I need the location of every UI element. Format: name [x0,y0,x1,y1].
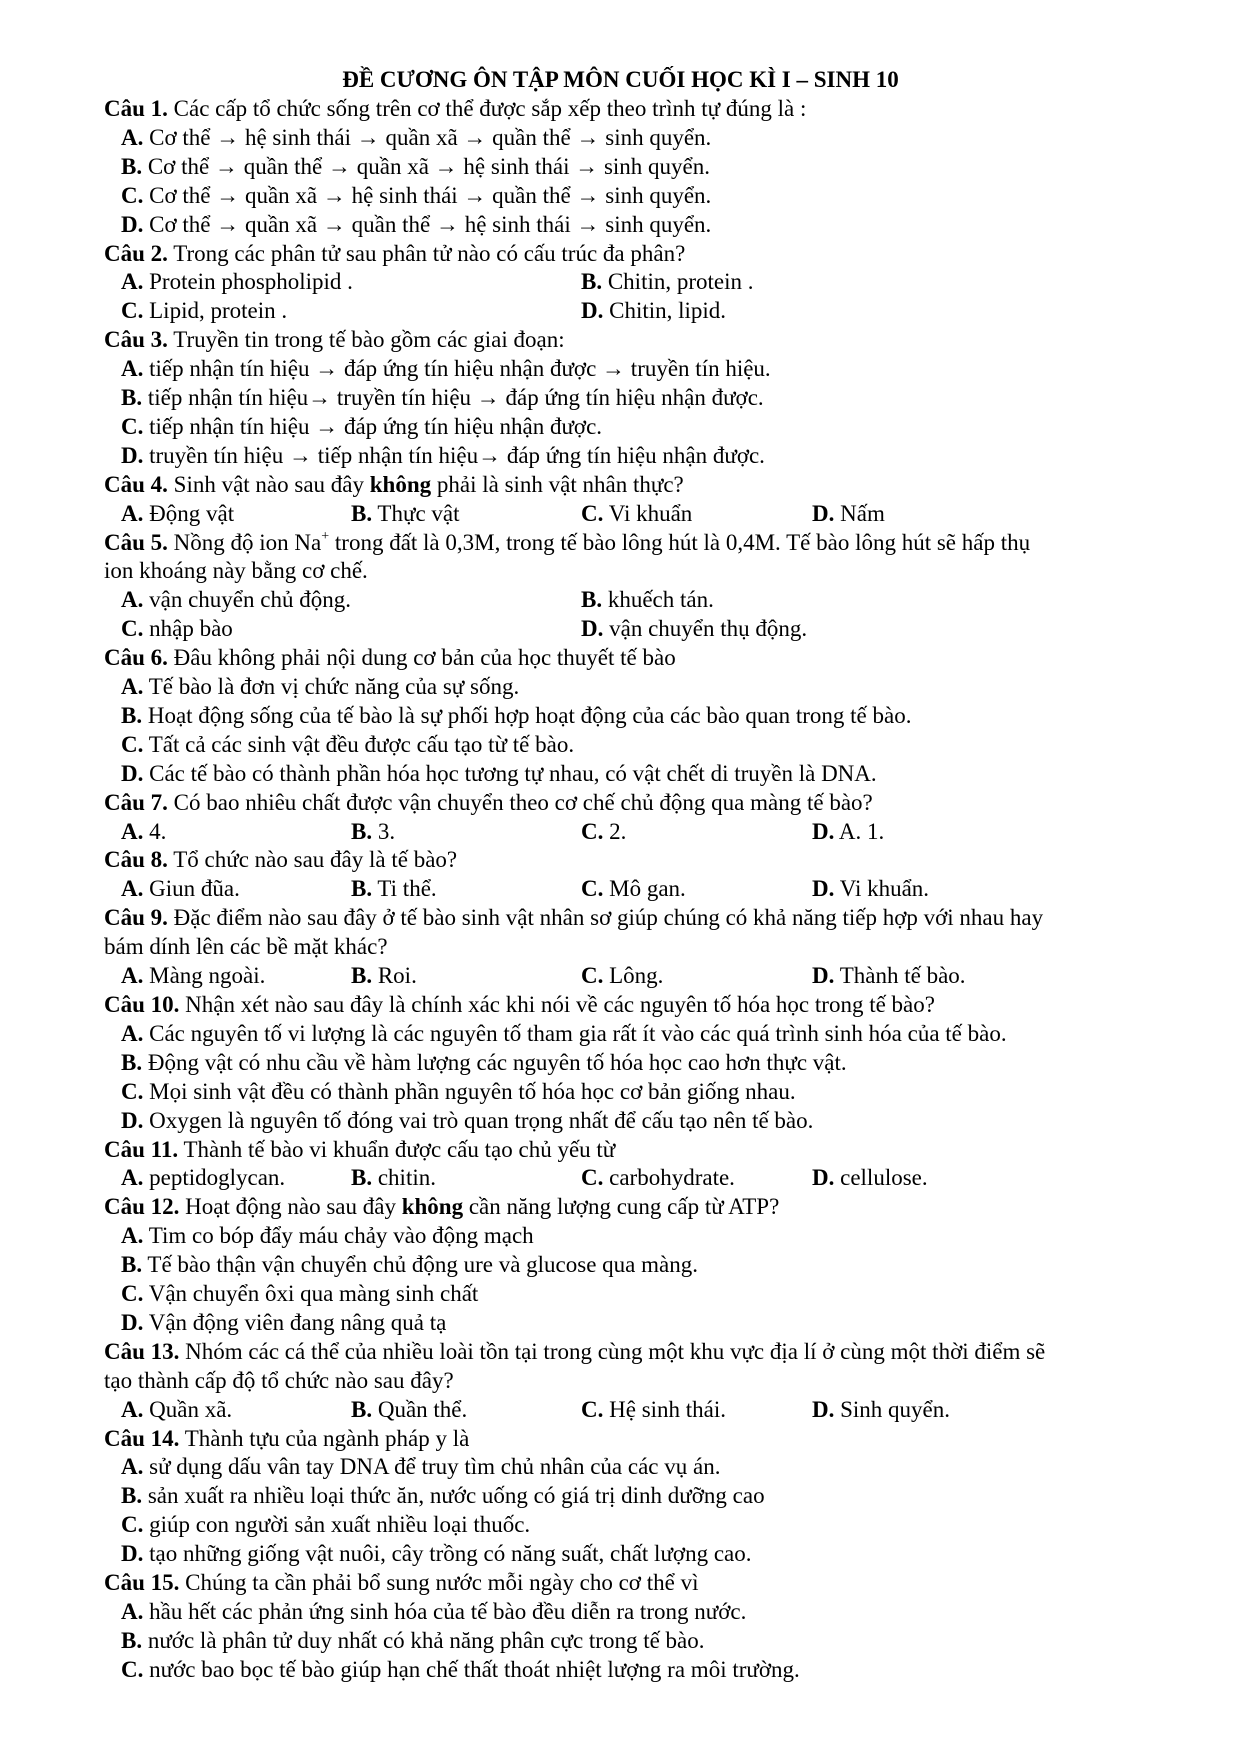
answer-option [121,268,353,297]
option-letter: A. [121,356,144,382]
option-text: cellulose. [834,1165,928,1191]
option-text: nhập bào [143,616,233,642]
option-letter: C. [581,1165,604,1191]
option-letter: C. [581,500,604,526]
answer-option [104,1107,1144,1136]
question-stem [104,904,1144,933]
question-item [104,95,1144,240]
option-text: vận chuyển thụ động. [603,616,808,642]
question-number: Câu 9. [104,905,168,931]
option-text: Cơ thể → hệ sinh thái → quần xã → quần thể → sinh quyển. [143,124,712,150]
answer-option-row [121,962,1144,991]
answer-option [104,1453,1144,1482]
answer-option [351,1396,467,1425]
question-text: Các cấp tổ chức sống trên cơ thể được sắp xếp theo trình tự đúng là : [167,96,807,121]
option-text: sản xuất ra nhiều loại thức ăn, nước uống có giá trị dinh dưỡng cao [142,1483,765,1509]
option-letter: C. [581,876,604,902]
option-letter: A. [121,876,144,902]
option-text: Các tế bào có thành phần hóa học tương tự nhau, có vật chết di truyền là DNA. [143,760,877,786]
option-text: Chitin, protein . [602,269,754,295]
answer-option [581,586,714,615]
option-letter: A. [121,1020,144,1046]
option-letter: D. [812,818,835,844]
option-letter: C. [121,1512,144,1538]
question-text: Thành tế bào vi khuẩn được cấu tạo chủ yếu từ [178,1136,616,1162]
question-item [104,529,1144,645]
answer-option [104,1540,1144,1569]
option-text: Mọi sinh vật đều có thành phần nguyên tố hóa học cơ bản giống nhau. [143,1078,796,1104]
option-letter: B. [121,153,143,179]
question-number: Câu 1. [104,96,168,121]
option-letter: B. [121,1627,143,1653]
answer-option [104,760,1144,789]
question-text: Có bao nhiêu chất được vận chuyển theo cơ chế chủ động qua màng tế bào? [167,789,873,815]
question-text: Trong các phân tử sau phân tử nào có cấu trúc đa phân? [167,240,686,266]
question-item [104,644,1144,789]
answer-option [104,1020,1144,1049]
option-letter: A. [121,124,144,150]
question-number: Câu 6. [104,645,168,671]
option-text: Tim co bóp đẩy máu chảy vào động mạch [143,1223,534,1249]
question-text: Hoạt động nào sau đây [179,1194,402,1220]
option-letter: C. [121,1281,144,1307]
answer-option [104,124,1144,153]
answer-option [121,818,166,847]
option-letter: A. [121,1165,144,1191]
answer-option [104,1627,1144,1656]
option-text: Tế bào là đơn vị chức năng của sự sống. [143,674,520,700]
answer-option [121,1164,285,1193]
option-text: khuếch tán. [602,587,714,613]
option-text: 2. [603,818,627,844]
answer-option [104,1049,1144,1078]
answer-option [104,1511,1144,1540]
answer-option-row [121,818,1144,847]
answer-option [104,1482,1144,1511]
option-text: carbohydrate. [603,1165,735,1191]
option-letter: B. [351,1165,373,1191]
question-list [104,95,1144,1685]
option-letter: B. [581,587,603,613]
option-letter: A. [121,269,144,295]
option-text: 4. [143,818,167,844]
answer-option [104,702,1144,731]
question-stem [104,529,1144,558]
question-number: Câu 13. [104,1338,180,1364]
question-number: Câu 7. [104,789,168,815]
answer-option [581,1164,735,1193]
answer-option-row [121,1164,1144,1193]
answer-option [104,442,1144,471]
option-letter: B. [121,1252,143,1278]
question-number: Câu 8. [104,847,168,873]
option-text: Nấm [834,500,885,526]
answer-option [104,1656,1144,1685]
question-stem [104,789,1144,818]
question-item [104,846,1144,904]
question-number: Câu 12. [104,1194,180,1220]
option-text: tiếp nhận tín hiệu→ truyền tín hiệu → đáp ứng tín hiệu nhận được. [142,385,764,411]
answer-option [121,962,265,991]
option-letter: A. [121,1598,144,1624]
answer-option [104,1078,1144,1107]
answer-option [104,355,1144,384]
option-text: Động vật [143,500,235,526]
option-text: Quần thể. [372,1396,468,1422]
option-letter: D. [121,760,144,786]
answer-option [581,818,626,847]
answer-option-row [121,615,1144,644]
question-item [104,240,1144,327]
answer-option [104,182,1144,211]
answer-option [104,413,1144,442]
answer-option-row [121,875,1144,904]
option-text: tiếp nhận tín hiệu → đáp ứng tín hiệu nhận được → truyền tín hiệu. [143,356,771,382]
option-text: A. 1. [834,818,885,844]
question-item [104,1425,1144,1570]
option-text: Quần xã. [143,1396,233,1422]
question-stem [104,1193,1144,1222]
answer-option [351,500,460,529]
option-letter: C. [121,182,144,208]
question-item [104,789,1144,847]
option-text: Vận động viên đang nâng quả tạ [143,1309,447,1335]
question-text: Thành tựu của ngành pháp y là [179,1425,470,1451]
option-letter: A. [121,1454,144,1480]
answer-option [121,297,287,326]
option-text: Vi khuẩn [603,500,693,526]
question-text: Nhóm các cá thể của nhiều loài tồn tại trong cùng một khu vực địa lí ở cùng một thời điểm sẽ [179,1338,1046,1364]
question-stem-continuation: tạo thành cấp độ tổ chức nào sau đây? [104,1367,454,1393]
answer-option-row [121,297,1144,326]
option-letter: C. [121,616,144,642]
question-text: Chúng ta cần phải bổ sung nước mỗi ngày cho cơ thể vì [179,1570,699,1596]
option-letter: D. [581,298,604,324]
answer-option-row [121,1396,1144,1425]
option-letter: B. [121,385,143,411]
question-item [104,1338,1144,1425]
option-letter: D. [812,1396,835,1422]
option-letter: D. [121,1309,144,1335]
option-letter: B. [121,702,143,728]
option-text: vận chuyển chủ động. [143,587,351,613]
option-letter: A. [121,1396,144,1422]
option-letter: D. [812,963,835,989]
option-letter: B. [351,963,373,989]
question-emphasis: không [401,1194,464,1220]
question-stem [104,1136,1144,1165]
option-text: truyền tín hiệu → tiếp nhận tín hiệu→ đáp ứng tín hiệu nhận được. [143,442,765,468]
option-letter: B. [351,1396,373,1422]
option-text: Thực vật [372,500,460,526]
option-text: hầu hết các phản ứng sinh hóa của tế bào đều diễn ra trong nước. [143,1598,747,1624]
question-item [104,1136,1144,1194]
question-stem-continuation: bám dính lên các bề mặt khác? [104,934,388,960]
question-text: Truyền tin trong tế bào gồm các giai đoạn: [167,327,565,353]
answer-option [104,153,1144,182]
answer-option-row [121,268,1144,297]
question-text: Tổ chức nào sau đây là tế bào? [167,847,458,873]
answer-option [104,211,1144,240]
question-stem [104,240,1144,269]
option-letter: B. [351,500,373,526]
option-text: chitin. [372,1165,436,1191]
answer-option [104,1598,1144,1627]
question-number: Câu 5. [104,529,168,555]
option-letter: D. [121,1107,144,1133]
answer-option [121,586,351,615]
question-stem [104,471,1144,500]
question-number: Câu 10. [104,991,180,1017]
answer-option [812,875,929,904]
superscript-charge: + [321,528,330,544]
question-number: Câu 15. [104,1570,180,1596]
answer-option [581,962,663,991]
answer-option [581,1396,726,1425]
option-text: 3. [372,818,396,844]
question-text: Sinh vật nào sau đây [167,471,370,497]
question-stem [104,326,1144,355]
answer-option [104,731,1144,760]
answer-option-row [121,500,1144,529]
option-letter: C. [121,1656,144,1682]
option-letter: B. [121,1049,143,1075]
option-letter: D. [812,876,835,902]
answer-option [104,1251,1144,1280]
option-letter: C. [121,731,144,757]
question-text: Nồng độ ion Na [167,529,322,555]
answer-option [581,297,726,326]
answer-option [812,962,966,991]
answer-option [121,615,233,644]
answer-option-row [121,586,1144,615]
option-letter: B. [581,269,603,295]
option-text: Oxygen là nguyên tố đóng vai trò quan trọng nhất để cấu tạo nên tế bào. [143,1107,814,1133]
question-number: Câu 3. [104,327,168,353]
question-stem [104,991,1144,1020]
option-text: Protein phospholipid . [143,269,353,295]
question-number: Câu 11. [104,1136,179,1162]
question-item [104,326,1144,471]
option-letter: A. [121,500,144,526]
question-text: cần năng lượng cung cấp từ ATP? [463,1194,780,1220]
answer-option [351,818,395,847]
option-letter: D. [121,211,144,237]
document-title: ĐỀ CƯƠNG ÔN TẬP MÔN CUỐI HỌC KÌ I – SINH 10 [342,67,899,92]
option-letter: C. [121,413,144,439]
option-text: tạo những giống vật nuôi, cây trồng có năng suất, chất lượng cao. [143,1541,752,1567]
question-emphasis: không [369,471,432,497]
option-text: Vi khuẩn. [834,876,930,902]
question-stem [104,1569,1144,1598]
answer-option [581,875,686,904]
question-item [104,1193,1144,1338]
question-number: Câu 14. [104,1425,180,1451]
answer-option [351,962,417,991]
question-text: Đâu không phải nội dung cơ bản của học thuyết tế bào [167,645,676,671]
answer-option [351,875,437,904]
option-text: peptidoglycan. [143,1165,286,1191]
question-stem [104,1338,1144,1367]
question-text: phải là sinh vật nhân thực? [431,471,684,497]
option-letter: C. [581,963,604,989]
option-text: sử dụng dấu vân tay DNA để truy tìm chủ nhân của các vụ án. [143,1454,721,1480]
option-text: nước là phân tử duy nhất có khả năng phân cực trong tế bào. [142,1627,705,1653]
option-text: Hệ sinh thái. [603,1396,727,1422]
option-text: nước bao bọc tế bào giúp hạn chế thất thoát nhiệt lượng ra môi trường. [143,1656,800,1682]
option-letter: C. [581,818,604,844]
option-text: Sinh quyển. [834,1396,951,1422]
option-letter: B. [351,818,373,844]
question-stem [104,846,1144,875]
option-text: Tế bào thận vận chuyển chủ động ure và glucose qua màng. [142,1252,698,1278]
option-text: Lông. [603,963,664,989]
option-letter: B. [351,876,373,902]
answer-option [104,1309,1144,1338]
answer-option [121,500,234,529]
question-number: Câu 4. [104,471,168,497]
question-text: trong đất là 0,3M, trong tế bào lông hút là 0,4M. Tế bào lông hút sẽ hấp thụ [329,529,1031,555]
question-stem-continuation: ion khoáng này bằng cơ chế. [104,558,368,584]
option-text: Cơ thể → quần thể → quần xã → hệ sinh thái → sinh quyển. [142,153,711,179]
option-text: Mô gan. [603,876,686,902]
answer-option [812,500,885,529]
question-item [104,1569,1144,1685]
answer-option [581,268,754,297]
option-letter: A. [121,674,144,700]
option-letter: C. [121,298,144,324]
option-text: Thành tế bào. [834,963,966,989]
answer-option [812,1396,950,1425]
option-text: Giun đũa. [143,876,240,902]
option-text: Tất cả các sinh vật đều được cấu tạo từ tế bào. [143,731,575,757]
option-letter: C. [121,1078,144,1104]
option-text: Động vật có nhu cầu về hàm lượng các nguyên tố hóa học cao hơn thực vật. [142,1049,847,1075]
answer-option [581,500,692,529]
option-letter: A. [121,1223,144,1249]
answer-option [812,1164,928,1193]
question-stem [104,95,1144,124]
option-letter: D. [581,616,604,642]
option-text: tiếp nhận tín hiệu → đáp ứng tín hiệu nhận được. [143,413,603,439]
answer-option [104,384,1144,413]
option-text: Ti thể. [372,876,437,902]
question-item [104,904,1144,991]
answer-option [121,1396,232,1425]
option-letter: A. [121,963,144,989]
option-letter: A. [121,818,144,844]
answer-option [581,615,807,644]
answer-option [351,1164,436,1193]
option-letter: D. [812,1165,835,1191]
answer-option [812,818,884,847]
question-number: Câu 2. [104,240,168,266]
option-text: Lipid, protein . [143,298,288,324]
question-item [104,991,1144,1136]
option-text: Roi. [372,963,417,989]
option-text: Màng ngoài. [143,963,266,989]
option-text: Chitin, lipid. [603,298,727,324]
option-letter: D. [121,1541,144,1567]
option-text: Cơ thể → quần xã → hệ sinh thái → quần thể → sinh quyển. [143,182,712,208]
answer-option [104,673,1144,702]
option-letter: D. [121,442,144,468]
question-text: Nhận xét nào sau đây là chính xác khi nói về các nguyên tố hóa học trong tế bào? [179,991,935,1017]
question-item [104,471,1144,529]
option-letter: D. [812,500,835,526]
option-text: Hoạt động sống của tế bào là sự phối hợp hoạt động của các bào quan trong tế bào. [142,702,912,728]
answer-option [104,1222,1144,1251]
answer-option [104,1280,1144,1309]
answer-option [121,875,240,904]
option-letter: A. [121,587,144,613]
option-text: giúp con người sản xuất nhiều loại thuốc. [143,1512,531,1538]
option-text: Các nguyên tố vi lượng là các nguyên tố tham gia rất ít vào các quá trình sinh hóa của tế bào. [143,1020,1007,1046]
option-text: Vận chuyển ôxi qua màng sinh chất [143,1281,479,1307]
question-stem [104,644,1144,673]
option-letter: B. [121,1483,143,1509]
question-stem [104,1425,1144,1454]
question-text: Đặc điểm nào sau đây ở tế bào sinh vật nhân sơ giúp chúng có khả năng tiếp hợp với nhau hay [167,905,1044,931]
option-letter: C. [581,1396,604,1422]
option-text: Cơ thể → quần xã → quần thể → hệ sinh thái → sinh quyển. [143,211,712,237]
